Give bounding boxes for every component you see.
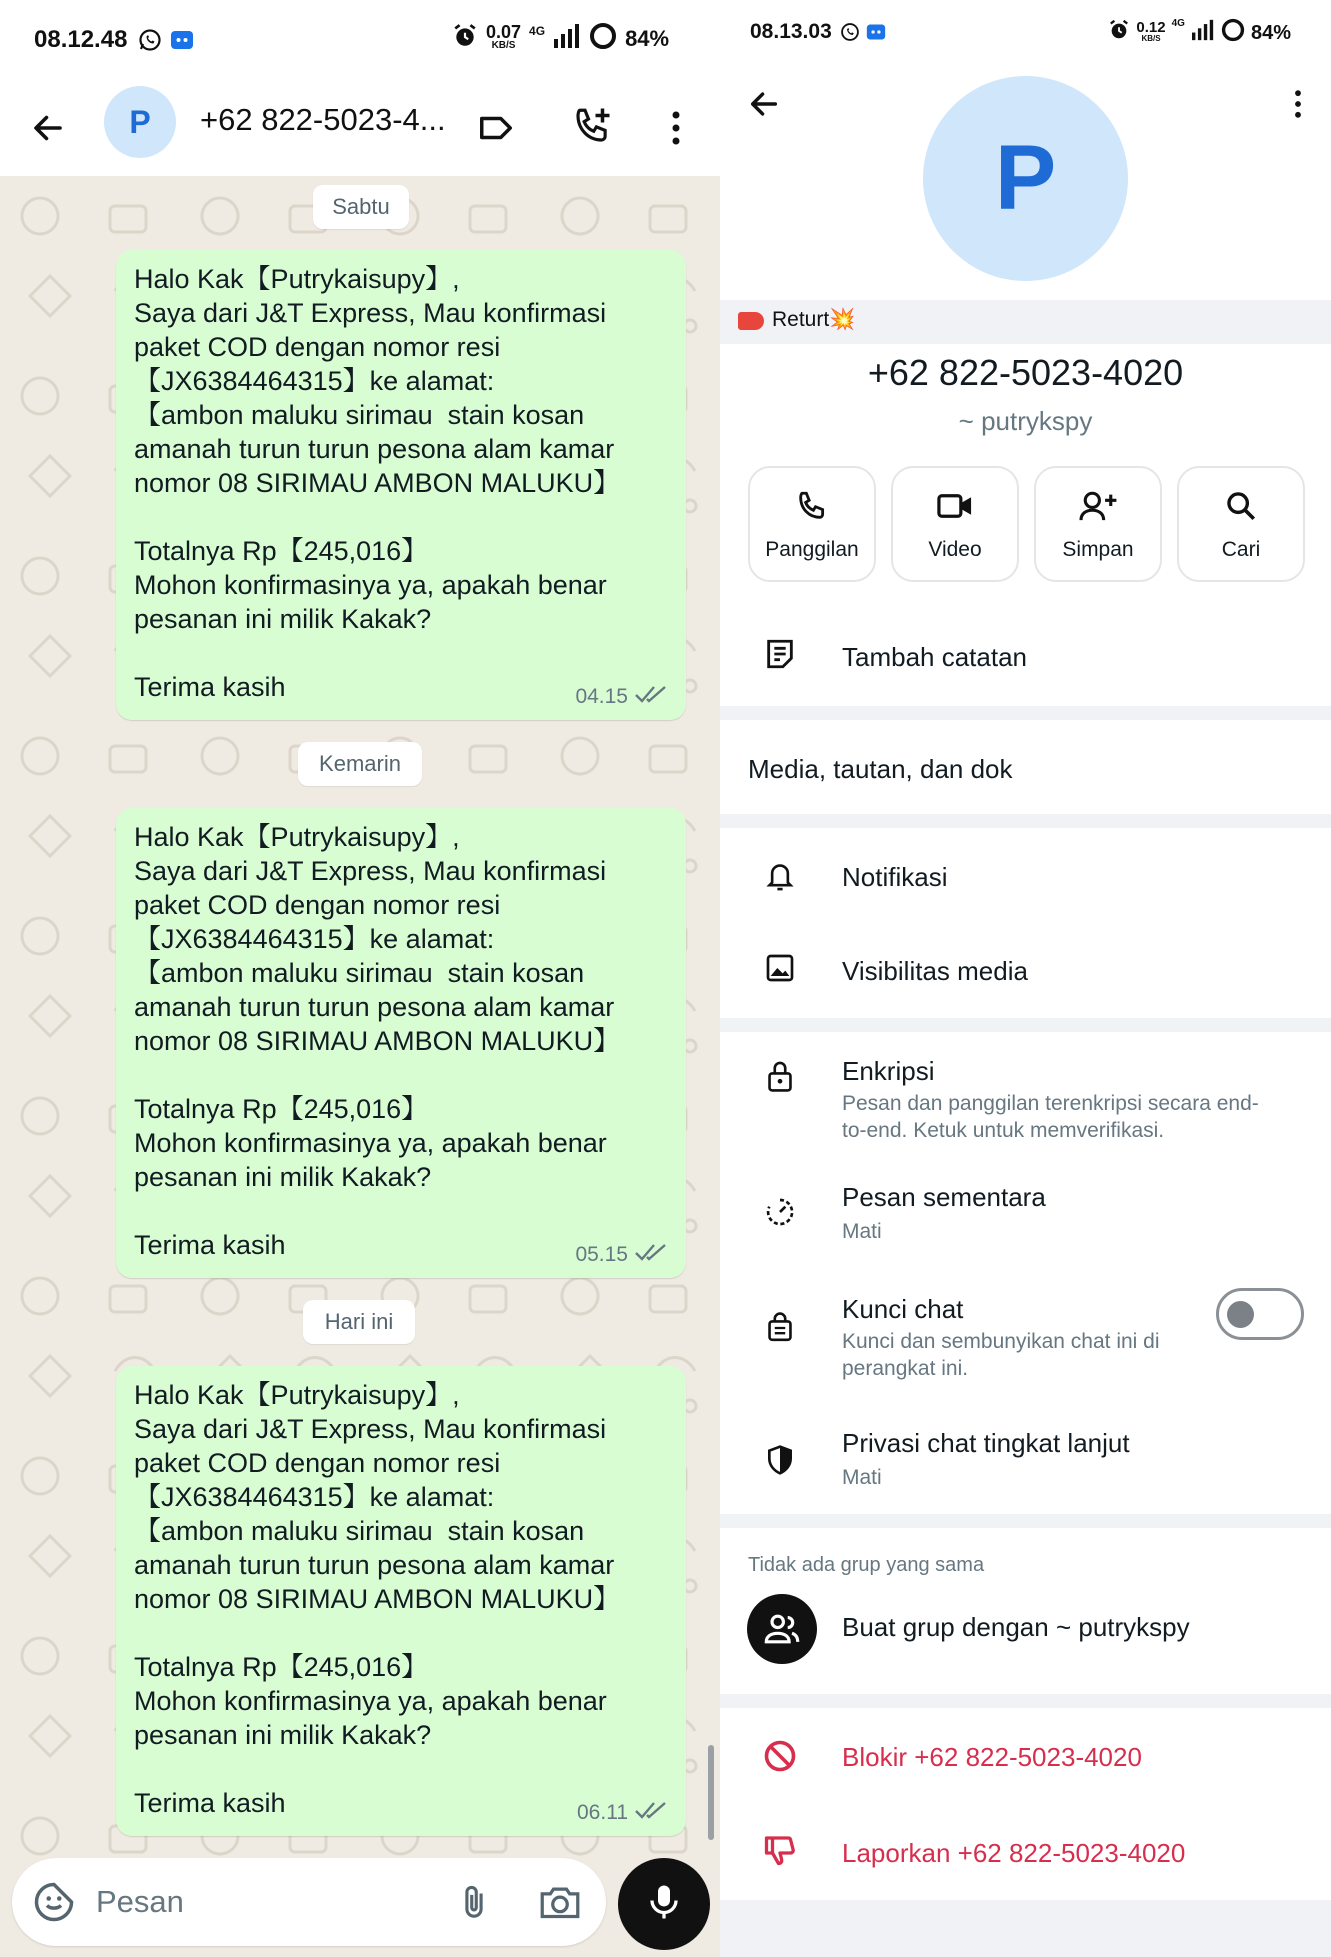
advanced-privacy-title: Privasi chat tingkat lanjut <box>842 1428 1130 1458</box>
message-text: Halo Kak【Putrykaisupy】, Saya dari J&T Express, Mau konfirmasi paket COD dengan nomor resi【JX6384464315】ke alamat: 【ambon maluku sirimau stain kosan amanah turun turun pesona alam kamar nomor 08 SIRIMAU AMBON MALUKU】 Totalnya Rp【245,016】 Mohon konfirmasinya ya, apakah benar pesanan ini milik Kakak? Terima kasih <box>134 264 621 702</box>
alarm-icon <box>1108 19 1130 47</box>
status-bar <box>0 0 720 80</box>
double-check-icon <box>634 1242 668 1268</box>
note-icon <box>760 634 800 674</box>
notifications-row[interactable] <box>720 828 1331 924</box>
attach-icon[interactable] <box>450 1878 498 1926</box>
voice-message-button[interactable] <box>618 1858 710 1950</box>
add-call-icon[interactable] <box>568 102 616 150</box>
scrollbar[interactable] <box>708 1745 714 1840</box>
app-notification-icon <box>866 22 886 47</box>
label-tag-icon <box>738 312 764 330</box>
encryption-desc: Pesan dan panggilan terenkripsi secara end-to-end. Ketuk untuk memverifikasi. <box>842 1092 1259 1142</box>
save-button-label: Simpan <box>1062 538 1134 561</box>
create-group-row[interactable] <box>720 1594 1331 1694</box>
chat-lock-title: Kunci chat <box>842 1294 964 1324</box>
add-note-label: Tambah catatan <box>842 642 1028 672</box>
message-time: 05.15 <box>575 1243 628 1266</box>
block-icon <box>760 1736 800 1776</box>
battery-level: 84% <box>1250 21 1291 44</box>
back-arrow-icon[interactable] <box>24 104 72 152</box>
create-group-label: Buat grup dengan ~ putrykspy <box>842 1612 1190 1642</box>
whatsapp-icon <box>840 22 860 47</box>
chat-lock-toggle[interactable] <box>1216 1288 1304 1340</box>
chat-lock-row[interactable] <box>720 1288 1331 1398</box>
message-text: Halo Kak【Putrykaisupy】, Saya dari J&T Express, Mau konfirmasi paket COD dengan nomor resi【JX6384464315】ke alamat: 【ambon maluku sirimau stain kosan amanah turun turun pesona alam kamar nomor 08 SIRIMAU AMBON MALUKU】 Totalnya Rp【245,016】 Mohon konfirmasinya ya, apakah benar pesanan ini milik Kakak? Terima kasih <box>134 1380 621 1818</box>
video-call-button[interactable] <box>891 466 1019 582</box>
profile-header <box>720 54 1331 300</box>
status-icons <box>452 22 669 56</box>
contact-info <box>720 344 1331 604</box>
more-options-icon[interactable] <box>652 104 700 152</box>
report-label: Laporkan +62 822-5023-4020 <box>842 1838 1186 1868</box>
message-time: 04.15 <box>575 685 628 708</box>
message-input[interactable]: Pesan <box>96 1884 184 1919</box>
net-speed: 0.07 KB/S <box>486 22 522 51</box>
add-note-row[interactable] <box>720 604 1331 706</box>
encryption-row[interactable] <box>720 1032 1331 1158</box>
message-bubble[interactable] <box>116 250 686 720</box>
net-speed: 0.12 KB/S <box>1136 19 1166 43</box>
media-visibility-row[interactable] <box>720 924 1331 1018</box>
search-icon <box>1179 486 1303 526</box>
camera-icon[interactable] <box>536 1878 584 1926</box>
status-time: 08.12.48 <box>34 26 128 53</box>
image-icon <box>760 948 800 988</box>
contact-info-screen <box>720 0 1331 1957</box>
groups-header: Tidak ada grup yang sama <box>748 1554 985 1576</box>
report-row[interactable] <box>720 1804 1331 1900</box>
message-meta <box>577 1800 668 1826</box>
battery-level: 84% <box>625 26 670 51</box>
group-icon <box>747 1594 817 1664</box>
whatsapp-icon <box>138 28 162 57</box>
advanced-privacy-row[interactable] <box>720 1422 1331 1514</box>
contact-avatar[interactable]: P <box>104 86 176 158</box>
emoji-sticker-icon[interactable] <box>30 1878 78 1926</box>
message-bubble[interactable] <box>116 1366 686 1836</box>
status-bar <box>720 0 1331 54</box>
message-text: Halo Kak【Putrykaisupy】, Saya dari J&T Express, Mau konfirmasi paket COD dengan nomor resi【JX6384464315】ke alamat: 【ambon maluku sirimau stain kosan amanah turun turun pesona alam kamar nomor 08 SIRIMAU AMBON MALUKU】 Totalnya Rp【245,016】 Mohon konfirmasinya ya, apakah benar pesanan ini milik Kakak? Terima kasih <box>134 822 621 1260</box>
alarm-icon <box>452 23 478 55</box>
chat-lock-icon <box>760 1308 800 1348</box>
date-chip: Kemarin <box>298 742 422 786</box>
message-meta <box>575 1242 668 1268</box>
video-icon <box>893 486 1017 526</box>
status-time: 08.13.03 <box>750 20 832 43</box>
network-type: 4G <box>529 24 546 38</box>
save-contact-button[interactable] <box>1034 466 1162 582</box>
privacy-section <box>720 1032 1331 1514</box>
lock-icon <box>760 1056 800 1096</box>
chat-header <box>0 80 720 176</box>
microphone-icon <box>646 1882 682 1927</box>
block-row[interactable] <box>720 1708 1331 1804</box>
message-meta <box>575 684 668 710</box>
toggle-knob <box>1227 1301 1254 1328</box>
disappearing-title: Pesan sementara <box>842 1182 1046 1212</box>
call-button[interactable] <box>748 466 876 582</box>
double-check-icon <box>634 684 668 710</box>
block-label: Blokir +62 822-5023-4020 <box>842 1742 1142 1772</box>
message-time: 06.11 <box>577 1801 628 1824</box>
add-contact-icon <box>1036 486 1160 526</box>
timer-icon <box>760 1192 800 1232</box>
search-button-label: Cari <box>1221 538 1261 561</box>
media-visibility-label: Visibilitas media <box>842 956 1028 986</box>
phone-icon <box>750 486 874 526</box>
label-text: Returt💥 <box>772 308 856 331</box>
message-bubble[interactable] <box>116 808 686 1278</box>
back-arrow-icon[interactable] <box>742 82 786 126</box>
media-label: Media, tautan, dan dok <box>748 754 1013 784</box>
more-options-icon[interactable] <box>1286 84 1310 124</box>
date-chip: Sabtu <box>313 185 409 229</box>
notifications-label: Notifikasi <box>842 862 948 892</box>
signal-icon <box>553 23 581 55</box>
message-composer <box>12 1858 606 1946</box>
media-links-docs-row[interactable] <box>720 720 1331 814</box>
disappearing-value: Mati <box>842 1220 882 1243</box>
chat-title[interactable]: +62 822-5023-4... <box>200 102 446 137</box>
shield-icon <box>760 1440 800 1480</box>
danger-section <box>720 1708 1331 1900</box>
double-check-icon <box>634 1800 668 1826</box>
contact-alias: ~ putrykspy <box>958 406 1093 436</box>
date-chip: Hari ini <box>303 1300 415 1344</box>
status-icons <box>1108 18 1291 48</box>
thumbs-down-icon <box>760 1830 800 1870</box>
advanced-privacy-value: Mati <box>842 1466 882 1489</box>
groups-section <box>720 1528 1331 1694</box>
disappearing-messages-row[interactable] <box>720 1166 1331 1262</box>
contact-phone: +62 822-5023-4020 <box>867 352 1184 393</box>
notifications-section <box>720 828 1331 1018</box>
profile-avatar[interactable]: P <box>923 76 1128 281</box>
search-button[interactable] <box>1177 466 1305 582</box>
network-type: 4G <box>1171 18 1185 29</box>
call-button-label: Panggilan <box>765 538 859 561</box>
label-icon[interactable] <box>472 104 520 152</box>
video-button-label: Video <box>928 538 982 561</box>
battery-icon <box>1221 18 1245 48</box>
bell-icon <box>760 856 800 896</box>
battery-icon <box>589 22 617 56</box>
chat-lock-desc: Kunci dan sembunyikan chat ini di perangkat ini. <box>842 1330 1160 1380</box>
contact-label[interactable] <box>720 300 1331 344</box>
encryption-title: Enkripsi <box>842 1056 935 1086</box>
app-notification-icon <box>170 28 194 57</box>
signal-icon <box>1191 19 1215 47</box>
